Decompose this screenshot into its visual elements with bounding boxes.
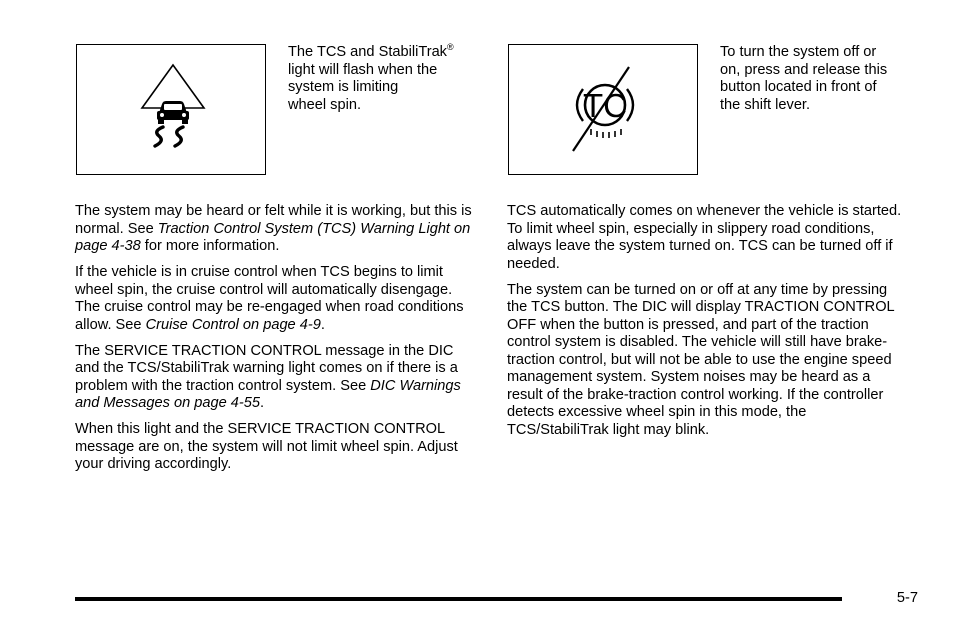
paragraph-text: The SERVICE TRACTION CONTROL message in the DIC and the TCS/StabiliTrak warning light comes on if there is a problem with the traction control system. See	[75, 342, 458, 394]
caption-line: the shift lever.	[720, 96, 811, 113]
paragraph-cruise-control	[75, 264, 480, 334]
stabilitrak-light-illustration	[76, 44, 266, 175]
tcs-button-illustration	[508, 44, 698, 175]
caption-line	[288, 44, 488, 62]
caption-line: wheel spin.	[288, 96, 362, 113]
tc-icon-label: TC	[583, 87, 627, 124]
traction-control-off-icon	[509, 45, 697, 174]
skidding-car-icon	[77, 45, 265, 174]
paragraph-service-message	[75, 343, 480, 413]
cross-reference-link[interactable]: Traction Control System (TCS) Warning Light on page 4-38	[75, 220, 471, 254]
paragraph-text: .	[260, 395, 265, 411]
caption-line: light will flash when the	[288, 61, 438, 78]
registered-mark: ®	[446, 42, 454, 52]
page-number: 5-7	[896, 590, 918, 606]
paragraph-system-heard	[75, 203, 480, 256]
stabilitrak-light-caption	[288, 44, 488, 114]
caption-line: button located in front of	[720, 79, 877, 95]
cross-reference-link[interactable]: DIC Warnings and Messages on page 4-55	[75, 377, 461, 411]
paragraph-tcs-button: The system can be turned on or off at any time by pressing the TCS button. The DIC will display TRACTION CONTROL OFF when the button is pressed, and part of the traction control system is disabled. The vehicle will still have brake-traction control, but will not be able to use the engine speed management system. System noises may be heard as a result of the brake-traction control working. If the controller detects excessive wheel spin in this mode, the TCS/StabiliTrak light may blink.	[507, 281, 895, 438]
paragraph-text: If the vehicle is in cruise control when TCS begins to limit wheel spin, the cruise control will automatically disengage. The cruise control may be re-engaged when road conditions allow. See	[75, 264, 464, 333]
caption-line: To turn the system off or	[720, 44, 877, 60]
footer-rule	[75, 597, 842, 601]
cross-reference-link[interactable]: Cruise Control on page 4-9	[145, 316, 321, 333]
paragraph-will-not-limit: When this light and the SERVICE TRACTION CONTROL message are on, the system will not limit wheel spin. Adjust your driving accordingly.	[75, 421, 458, 472]
paragraph-tcs-auto-on: TCS automatically comes on whenever the vehicle is started. To limit wheel spin, especially in slippery road conditions, always leave the system turned on. TCS can be turned off if needed.	[507, 203, 902, 272]
paragraph-text: The system may be heard or felt while it is working, but this is normal. See	[75, 203, 472, 237]
caption-line: system is limiting	[288, 79, 399, 95]
paragraph-text: for more information.	[140, 238, 280, 254]
right-text-column	[507, 203, 902, 448]
left-text-column	[75, 203, 480, 482]
paragraph-text: .	[320, 316, 325, 333]
tcs-button-caption	[720, 44, 920, 114]
caption-text: The TCS and StabiliTrak	[288, 44, 447, 60]
caption-line: on, press and release this	[720, 61, 888, 78]
